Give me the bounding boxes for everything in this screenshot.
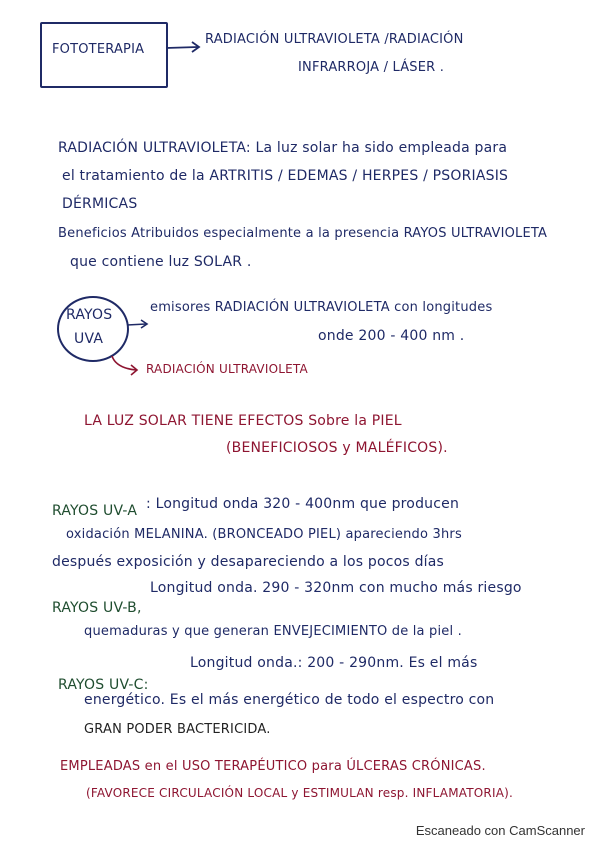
uv-benefits-line-2: que contiene luz SOLAR . bbox=[70, 254, 252, 270]
uvc-label: RAYOS UV-C: bbox=[58, 677, 149, 693]
uv-benefits-line-1: Beneficios Atribuidos especialmente a la presencia RAYOS ULTRAVIOLETA bbox=[58, 226, 548, 241]
closing-line-2: (FAVORECE CIRCULACIÓN LOCAL y ESTIMULAN resp. INFLAMATORIA). bbox=[86, 786, 513, 800]
uvb-line-1: Longitud onda. 290 - 320nm con mucho más riesgo bbox=[150, 580, 522, 596]
header-arrow bbox=[166, 42, 199, 52]
uvb-line-2: quemaduras y que generan ENVEJECIMIENTO de la piel . bbox=[84, 624, 462, 639]
header-line-2: INFRARROJA / LÁSER . bbox=[298, 60, 445, 75]
circle-text-line-1: RAYOS bbox=[66, 307, 113, 323]
circle-text-line-2: UVA bbox=[74, 331, 104, 347]
scanner-watermark: Escaneado con CamScanner bbox=[415, 823, 585, 838]
uva-line-1: : Longitud onda 320 - 400nm que producen bbox=[146, 496, 460, 512]
uva-label: RAYOS UV-A bbox=[52, 503, 138, 519]
red-arrow bbox=[112, 356, 137, 375]
uva-line-3: después exposición y desapareciendo a los pocos días bbox=[52, 554, 445, 570]
uvc-line-3: GRAN PODER BACTERICIDA. bbox=[84, 722, 271, 737]
emit-arrow bbox=[127, 320, 147, 328]
uv-paragraph-line-1: RADIACIÓN ULTRAVIOLETA: La luz solar ha sido empleada para bbox=[58, 140, 508, 156]
uvb-label: RAYOS UV-B, bbox=[52, 600, 142, 616]
uvc-line-1: Longitud onda.: 200 - 290nm. Es el más bbox=[190, 655, 478, 671]
uvc-line-2: energético. Es el más energético de todo el espectro con bbox=[84, 692, 495, 708]
effects-line-1: LA LUZ SOLAR TIENE EFECTOS Sobre la PIEL bbox=[84, 413, 402, 429]
uva-line-2: oxidación MELANINA. (BRONCEADO PIEL) apareciendo 3hrs bbox=[66, 527, 462, 542]
boxed-term: FOTOTERAPIA bbox=[52, 42, 145, 57]
header-line-1: RADIACIÓN ULTRAVIOLETA /RADIACIÓN bbox=[205, 32, 464, 47]
uv-paragraph-line-2: el tratamiento de la ARTRITIS / EDEMAS / HERPES / PSORIASIS bbox=[62, 168, 509, 184]
emit-line-2: onde 200 - 400 nm . bbox=[318, 328, 465, 344]
emit-line-1: emisores RADIACIÓN ULTRAVIOLETA con longitudes bbox=[150, 300, 493, 315]
effects-line-2: (BENEFICIOSOS y MALÉFICOS). bbox=[226, 440, 448, 456]
closing-line-1: EMPLEADAS en el USO TERAPÉUTICO para ÚLCERAS CRÓNICAS. bbox=[60, 759, 486, 774]
uv-paragraph-line-3: DÉRMICAS bbox=[62, 196, 138, 212]
red-radiation-label: RADIACIÓN ULTRAVIOLETA bbox=[146, 362, 308, 376]
